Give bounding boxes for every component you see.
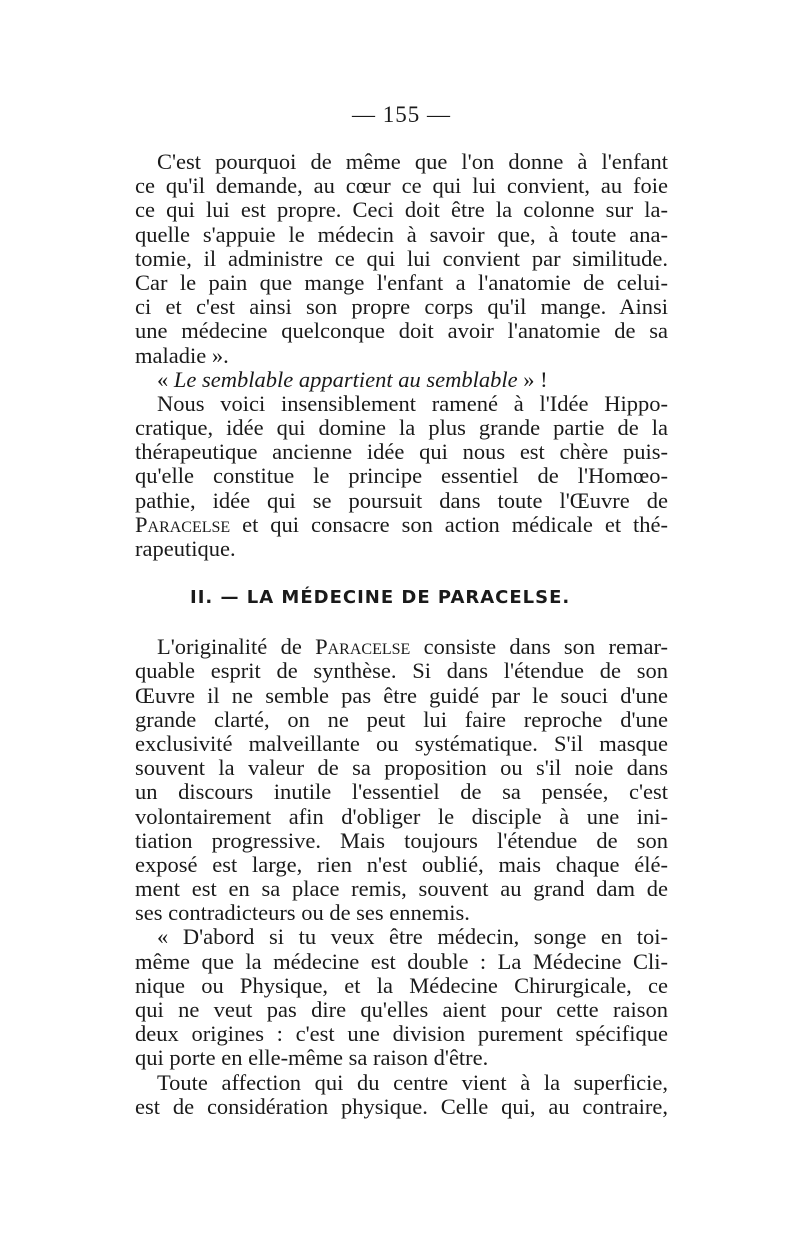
paragraph-4	[135, 925, 668, 1070]
page-number: — 155 —	[352, 102, 451, 127]
paragraph-1	[135, 150, 668, 368]
text-line: Œuvre il ne semble pas être guidé par le souci d'une	[135, 682, 668, 708]
quote-close: » !	[517, 366, 548, 392]
text-line: tiation progressive. Mais toujours l'étendue de son	[135, 827, 668, 853]
text-line: ment est en sa place remis, souvent au grand dam de	[135, 876, 668, 902]
section-heading: II. — LA MÉDECINE DE PARACELSE.	[190, 587, 571, 609]
text-fragment: L'originalité de	[157, 634, 316, 660]
author-name: Paracelse	[315, 634, 411, 660]
text-line: nique ou Physique, et la Médecine Chirurgicale, ce	[135, 972, 668, 998]
author-name: Paracelse	[135, 511, 231, 537]
text-line: tomie, il administre ce qui lui convient par similitude.	[135, 245, 668, 271]
text-line: Toute affection qui du centre vient à la superficie,	[157, 1069, 668, 1095]
text-line: Nous voici insensiblement ramené à l'Idée Hippo-	[157, 390, 668, 416]
text-line: qui ne veut pas dire qu'elles aient pour cette raison	[135, 997, 668, 1022]
text-line: Car le pain que mange l'enfant a l'anatomie de celui-	[135, 269, 668, 295]
paragraph-2	[135, 392, 668, 561]
text-line: ce qui lui est propre. Ceci doit être la colonne sur la-	[135, 197, 668, 223]
text-line: thérapeutique ancienne idée qui nous est chère puis-	[135, 439, 668, 465]
text-line: rapeutique.	[135, 536, 236, 561]
text-line: deux origines : c'est une division purement spécifique	[135, 1021, 668, 1047]
text-line: exposé est large, rien n'est oublié, mais chaque élé-	[135, 851, 668, 877]
quote-italic-text: Le semblable appartient au semblable	[173, 366, 518, 392]
book-page	[135, 100, 668, 1119]
text-line: quelle s'appuie le médecin à savoir que, à toute ana-	[135, 221, 668, 247]
paragraph-5	[135, 1071, 668, 1119]
text-line: ce qu'il demande, au cœur ce qui lui convient, au foie	[135, 173, 668, 199]
text-fragment: et qui consacre son action médicale et thé-	[230, 511, 668, 537]
text-line: volontairement afin d'obliger le disciple à une ini-	[135, 803, 668, 829]
text-line: C'est pourquoi de même que l'on donne à l'enfant	[157, 149, 668, 174]
quote-open: «	[157, 366, 174, 392]
text-line	[135, 513, 668, 537]
quote-line	[135, 368, 668, 392]
text-line: qui porte en elle-même sa raison d'être.	[135, 1045, 489, 1071]
text-line: cratique, idée qui domine la plus grande partie de la	[135, 415, 668, 441]
text-line: « D'abord si tu veux être médecin, songe en toi-	[157, 924, 668, 950]
text-line: maladie ».	[135, 342, 229, 368]
text-fragment: consiste dans son remar-	[410, 634, 668, 660]
text-line: même que la médecine est double : La Médecine Cli-	[135, 948, 668, 974]
text-line	[135, 635, 668, 659]
text-line: ses contradicteurs ou de ses ennemis.	[135, 900, 470, 926]
text-line: une médecine quelconque doit avoir l'anatomie de sa	[135, 318, 668, 344]
paragraph-3	[135, 635, 668, 925]
text-line: exclusivité malveillante ou systématique. S'il masque	[135, 730, 668, 756]
text-line: grande clarté, on ne peut lui faire reproche d'une	[135, 706, 668, 732]
text-line: quable esprit de synthèse. Si dans l'étendue de son	[135, 658, 668, 684]
text-line: ci et c'est ainsi son propre corps qu'il mange. Ainsi	[135, 294, 668, 320]
text-line: souvent la valeur de sa proposition ou s'il noie dans	[135, 755, 668, 781]
text-line: qu'elle constitue le principe essentiel de l'Homœo-	[135, 463, 668, 489]
text-line: pathie, idée qui se poursuit dans toute l'Œuvre de	[135, 487, 668, 513]
text-line: un discours inutile l'essentiel de sa pensée, c'est	[135, 779, 668, 805]
text-line: est de considération physique. Celle qui, au contraire,	[135, 1093, 668, 1119]
